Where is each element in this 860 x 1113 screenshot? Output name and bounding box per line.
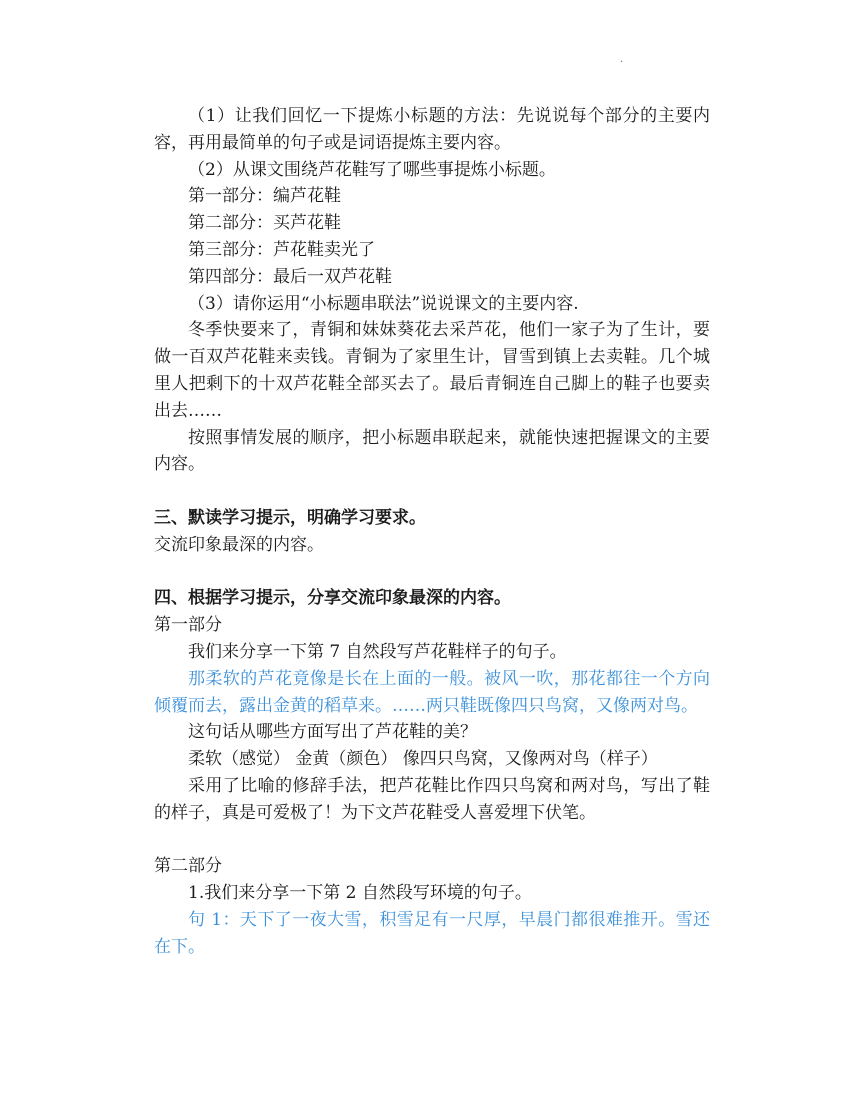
answer-beauty: 柔软（感觉） 金黄（颜色） 像四只鸟窝，又像两对鸟（样子） <box>188 749 658 770</box>
section-3-body: 交流印象最深的内容。 <box>154 534 324 555</box>
subtitle-part1: 第一部分：编芦花鞋 <box>188 186 341 207</box>
subtitle-part2: 第二部分：买芦花鞋 <box>188 213 341 234</box>
paragraph-method-step1: （1）让我们回忆一下提炼小标题的方法：先说说每个部分的主要内容，再用最简单的句子或是词语提炼主要内容。 <box>154 106 710 153</box>
quote-paragraph-7: 那柔软的芦花竟像是长在上面的一般。被风一吹，那花都往一个方向倾覆而去，露出金黄的稻草来。……两只鞋既像四只鸟窝，又像两对鸟。 <box>154 668 710 716</box>
paragraph-method-step3: （3）请你运用“小标题串联法”说说课文的主要内容. <box>188 293 579 314</box>
share-paragraph-7: 我们来分享一下第 7 自然段写芦花鞋样子的句子。 <box>188 641 567 662</box>
rhetoric-analysis: 采用了比喻的修辞手法，把芦花鞋比作四只鸟窝和两对鸟，写出了鞋的样子，真是可爱极了！为下文芦花鞋受人喜爱埋下伏笔。 <box>154 775 710 823</box>
share-paragraph-2: 1.我们来分享一下第 2 自然段写环境的句子。 <box>188 883 532 904</box>
part2-label: 第二部分 <box>154 856 222 877</box>
part1-label: 第一部分 <box>154 615 222 636</box>
paragraph-summary: 冬季快要来了，青铜和妹妹葵花去采芦花，他们一家子为了生计，要做一百双芦花鞋来卖钱。青铜为了家里生计，冒雪到镇上去卖鞋。几个城里人把剩下的十双芦花鞋全部买去了。最后青铜连自己脚上的鞋子也要卖出去…… <box>154 320 710 421</box>
subtitle-part4: 第四部分：最后一双芦花鞋 <box>188 266 392 287</box>
section-heading-3: 三、默读学习提示，明确学习要求。 <box>154 507 426 528</box>
question-beauty: 这句话从哪些方面写出了芦花鞋的美？ <box>188 722 477 743</box>
page-dot: . <box>620 54 624 65</box>
paragraph-method-step2: （2）从课文围绕芦花鞋写了哪些事提炼小标题。 <box>188 159 556 180</box>
paragraph-method-conclusion: 按照事情发展的顺序，把小标题串联起来，就能快速把握课文的主要内容。 <box>154 427 710 475</box>
document-body <box>154 103 710 961</box>
subtitle-part3: 第三部分：芦花鞋卖光了 <box>188 239 375 260</box>
quote-sentence-1: 句 1：天下了一夜大雪，积雪足有一尺厚，早晨门都很难推开。雪还在下。 <box>154 909 710 957</box>
section-heading-4: 四、根据学习提示，分享交流印象最深的内容。 <box>154 588 511 609</box>
